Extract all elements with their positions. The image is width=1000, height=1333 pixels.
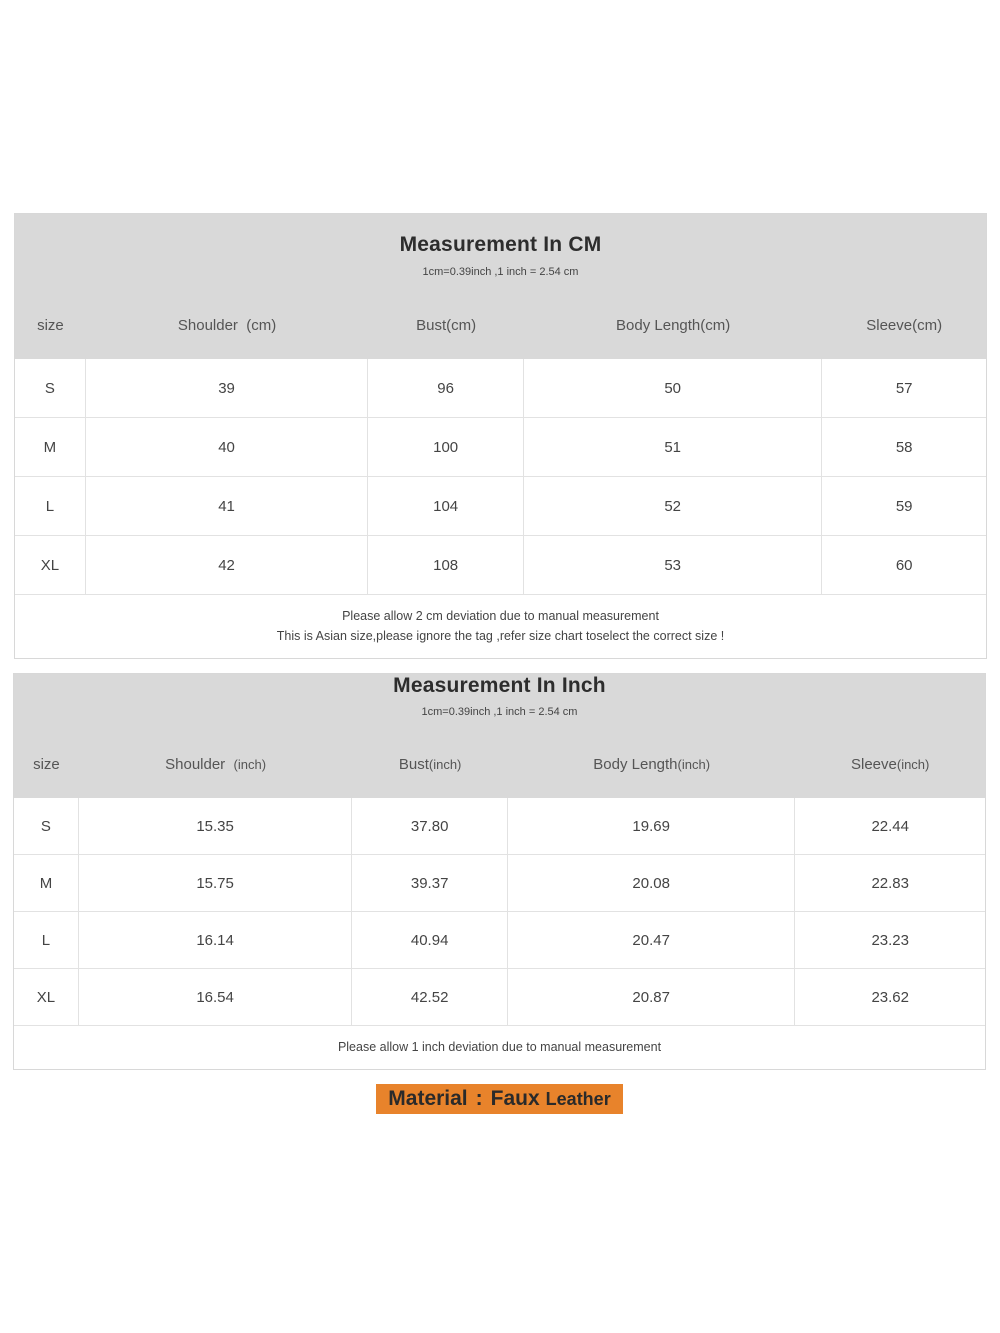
body-length-cell: 50 bbox=[524, 359, 822, 417]
inch-conversion-note: 1cm=0.39inch ,1 inch = 2.54 cm bbox=[421, 706, 578, 718]
shoulder-cell: 39 bbox=[86, 359, 368, 417]
sleeve-cell: 23.62 bbox=[871, 988, 909, 1006]
cm-rows bbox=[15, 359, 986, 595]
header-main: Body Length bbox=[593, 756, 678, 773]
body-length-cell: 19.69 bbox=[508, 798, 795, 854]
table-row bbox=[15, 536, 986, 595]
sleeve-cell: 59 bbox=[895, 497, 913, 515]
cm-header-body-length: Body Length(cm) bbox=[616, 317, 731, 334]
cm-header-bust: Bust(cm) bbox=[416, 317, 477, 334]
header-main: size bbox=[33, 756, 60, 773]
sleeve-cell: 60 bbox=[895, 556, 913, 574]
bust-cell: 37.80 bbox=[352, 798, 508, 854]
bust-cell: 40.94 bbox=[352, 912, 508, 968]
bust-cell: 96 bbox=[368, 359, 524, 417]
cm-column-headers bbox=[15, 317, 986, 334]
shoulder-cell: 16.14 bbox=[79, 912, 352, 968]
inch-notes bbox=[14, 1026, 985, 1057]
sleeve-cell: 22.83 bbox=[871, 874, 909, 892]
cm-size-chart bbox=[14, 213, 987, 659]
shoulder-cell: 41 bbox=[86, 477, 368, 535]
inch-title: Measurement In Inch bbox=[393, 674, 606, 697]
size-cell: L bbox=[14, 912, 79, 968]
inch-header-area bbox=[14, 674, 985, 798]
body-length-cell: 53 bbox=[524, 536, 822, 594]
header-unit: (inch) bbox=[233, 757, 267, 772]
material-banner bbox=[376, 1084, 623, 1114]
body-length-cell: 51 bbox=[524, 418, 822, 476]
table-row bbox=[15, 418, 986, 477]
bust-cell: 100 bbox=[368, 418, 524, 476]
cm-header-area bbox=[15, 214, 986, 359]
table-row bbox=[15, 359, 986, 418]
inch-column-headers bbox=[14, 756, 985, 773]
table-row bbox=[15, 477, 986, 536]
size-cell: S bbox=[14, 798, 79, 854]
asian-size-note: This is Asian size,please ignore the tag ,refer size chart toselect the correct size ! bbox=[276, 629, 725, 643]
material-label: Material bbox=[388, 1087, 468, 1110]
material-value-faux: Faux bbox=[490, 1087, 540, 1110]
table-row bbox=[14, 969, 985, 1026]
header-main: Bust bbox=[398, 756, 429, 773]
size-cell: S bbox=[15, 359, 86, 417]
body-length-cell: 52 bbox=[524, 477, 822, 535]
header-unit: (inch) bbox=[896, 757, 930, 772]
bust-cell: 42.52 bbox=[352, 969, 508, 1025]
shoulder-cell: 16.54 bbox=[79, 969, 352, 1025]
table-row bbox=[14, 912, 985, 969]
cm-title: Measurement In CM bbox=[399, 233, 602, 256]
inch-header-body-length bbox=[508, 756, 795, 773]
size-cell: M bbox=[14, 855, 79, 911]
cm-header-shoulder: Shoulder (cm) bbox=[177, 317, 277, 334]
header-main: Shoulder bbox=[165, 756, 234, 773]
table-row bbox=[14, 855, 985, 912]
shoulder-cell: 15.75 bbox=[79, 855, 352, 911]
sleeve-cell: 22.44 bbox=[871, 817, 909, 835]
sleeve-cell: 58 bbox=[895, 438, 913, 456]
cm-header-sleeve: Sleeve(cm) bbox=[866, 317, 943, 334]
material-separator: : bbox=[475, 1087, 483, 1110]
size-cell: L bbox=[15, 477, 86, 535]
inch-header-size bbox=[14, 756, 79, 773]
bust-cell: 104 bbox=[368, 477, 524, 535]
cm-header-size: size bbox=[37, 317, 64, 334]
cm-notes bbox=[15, 595, 986, 646]
body-length-cell: 20.47 bbox=[508, 912, 795, 968]
size-cell: M bbox=[15, 418, 86, 476]
inch-deviation-note: Please allow 1 inch deviation due to manual measurement bbox=[337, 1040, 662, 1054]
inch-rows bbox=[14, 798, 985, 1026]
sleeve-cell: 57 bbox=[895, 379, 913, 397]
size-cell: XL bbox=[14, 969, 79, 1025]
header-unit: (inch) bbox=[428, 757, 462, 772]
cm-deviation-note: Please allow 2 cm deviation due to manual measurement bbox=[342, 609, 659, 623]
table-row bbox=[14, 798, 985, 855]
body-length-cell: 20.08 bbox=[508, 855, 795, 911]
header-main: Sleeve bbox=[850, 756, 897, 773]
shoulder-cell: 42 bbox=[86, 536, 368, 594]
bust-cell: 108 bbox=[368, 536, 524, 594]
shoulder-cell: 15.35 bbox=[79, 798, 352, 854]
inch-header-shoulder bbox=[79, 756, 352, 773]
inch-header-sleeve bbox=[795, 756, 985, 773]
inch-size-chart bbox=[13, 673, 986, 1070]
size-cell: XL bbox=[15, 536, 86, 594]
cm-conversion-note: 1cm=0.39inch ,1 inch = 2.54 cm bbox=[422, 266, 579, 278]
bust-cell: 39.37 bbox=[352, 855, 508, 911]
material-value-leather: Leather bbox=[545, 1088, 611, 1109]
header-unit: (inch) bbox=[677, 757, 711, 772]
inch-header-bust bbox=[352, 756, 508, 773]
shoulder-cell: 40 bbox=[86, 418, 368, 476]
sleeve-cell: 23.23 bbox=[871, 931, 909, 949]
body-length-cell: 20.87 bbox=[508, 969, 795, 1025]
